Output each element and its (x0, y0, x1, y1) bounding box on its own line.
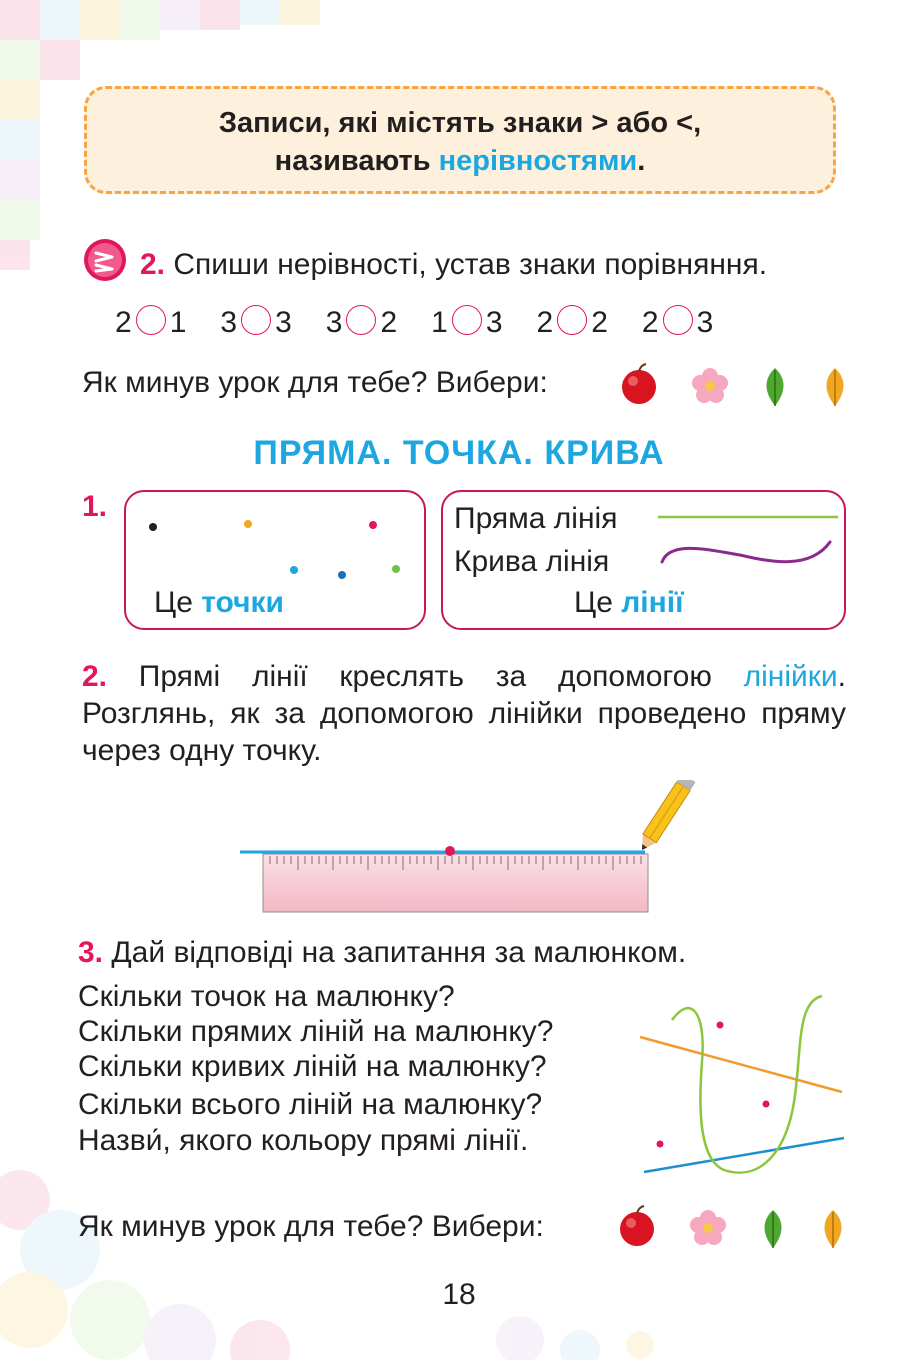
flower-icon[interactable] (690, 1210, 726, 1245)
comparison-circle[interactable] (452, 305, 482, 335)
task1-number: 1. (82, 490, 108, 523)
inequality-pair: 1 3 (431, 306, 503, 339)
ruler-term: лінійки (743, 660, 838, 693)
figure-point (657, 1141, 664, 1148)
apple-icon[interactable] (620, 1206, 654, 1246)
reflection-text-bottom: Як минув урок для тебе? Вибери: (78, 1210, 544, 1243)
point-blue (290, 566, 298, 574)
flower-icon[interactable] (692, 368, 728, 403)
point-pink (369, 521, 377, 529)
pencil-icon (635, 780, 695, 854)
green-leaf-icon[interactable] (765, 1210, 782, 1248)
inequality-pair: 3 2 (325, 306, 398, 339)
ruler-illustration (230, 780, 700, 920)
comparison-circle[interactable] (346, 305, 376, 335)
comparison-circle[interactable] (136, 305, 166, 335)
question-3: Скільки кривих ліній на малюнку? (78, 1050, 547, 1083)
section-title: ПРЯМА. ТОЧКА. КРИВА (253, 434, 665, 472)
inequalities-row (115, 306, 713, 340)
inequality-pair: 2 1 (115, 306, 187, 339)
question-5: Назви́, якого кольору прямі лінії. (78, 1124, 529, 1157)
rule-line-2: називають нерівностями. (274, 145, 646, 177)
rule-term: нерівностями (438, 145, 638, 177)
point-orange (244, 520, 252, 528)
lines-caption: Це лінії (574, 586, 684, 619)
rule-text (84, 104, 836, 180)
line-point (445, 846, 455, 856)
blue-straight-line (644, 1138, 844, 1172)
comparison-circle[interactable] (241, 305, 271, 335)
points-caption: Це точки (154, 586, 284, 619)
point-black (149, 523, 157, 531)
task-top-heading: 2. Спиши нерівності, устав знаки порівняння. (140, 248, 768, 281)
curve-line-label: Крива лінія (454, 545, 610, 578)
point-green (392, 565, 400, 573)
ruler-icon (263, 854, 648, 912)
points-term: точки (201, 586, 284, 619)
task2-paragraph: 2. Прямі лінії креслять за допомогою лінійки. Розглянь, як за допомогою лінійки проведено пряму через одну точку. (82, 660, 846, 767)
task3-figure (636, 992, 848, 1182)
orange-straight-line (640, 1037, 842, 1092)
question-2: Скільки прямих ліній на малюнку? (78, 1015, 554, 1048)
figure-point (717, 1022, 724, 1029)
comparison-circle[interactable] (557, 305, 587, 335)
curved-line (662, 542, 830, 562)
reflection-text: Як минув урок для тебе? Вибери: (82, 366, 548, 399)
task3-heading: 3. Дай відповіді на запитання за малюнком. (78, 936, 687, 969)
yellow-leaf-icon[interactable] (825, 1210, 842, 1248)
question-1: Скільки точок на малюнку? (78, 980, 455, 1013)
comparison-circle[interactable] (663, 305, 693, 335)
green-leaf-icon[interactable] (767, 368, 784, 406)
inequality-pair: 2 2 (536, 306, 608, 339)
page-number: 18 (442, 1278, 476, 1311)
task-badge-icon (82, 237, 128, 283)
question-4: Скільки всього ліній на малюнку? (78, 1088, 543, 1121)
straight-line-label: Пряма лінія (454, 502, 618, 535)
lines-illustration (650, 500, 840, 580)
lines-term: лінії (621, 586, 684, 619)
yellow-leaf-icon[interactable] (827, 368, 844, 406)
point-darkblue (338, 571, 346, 579)
reflection-icons (618, 362, 858, 408)
inequality-pair: 2 3 (641, 306, 714, 339)
rule-line-1: Записи, які містять знаки > або <, (218, 107, 702, 139)
figure-point (763, 1101, 770, 1108)
apple-icon[interactable] (622, 364, 656, 404)
inequality-pair: 3 3 (220, 306, 292, 339)
reflection-icons-bottom (616, 1204, 856, 1250)
